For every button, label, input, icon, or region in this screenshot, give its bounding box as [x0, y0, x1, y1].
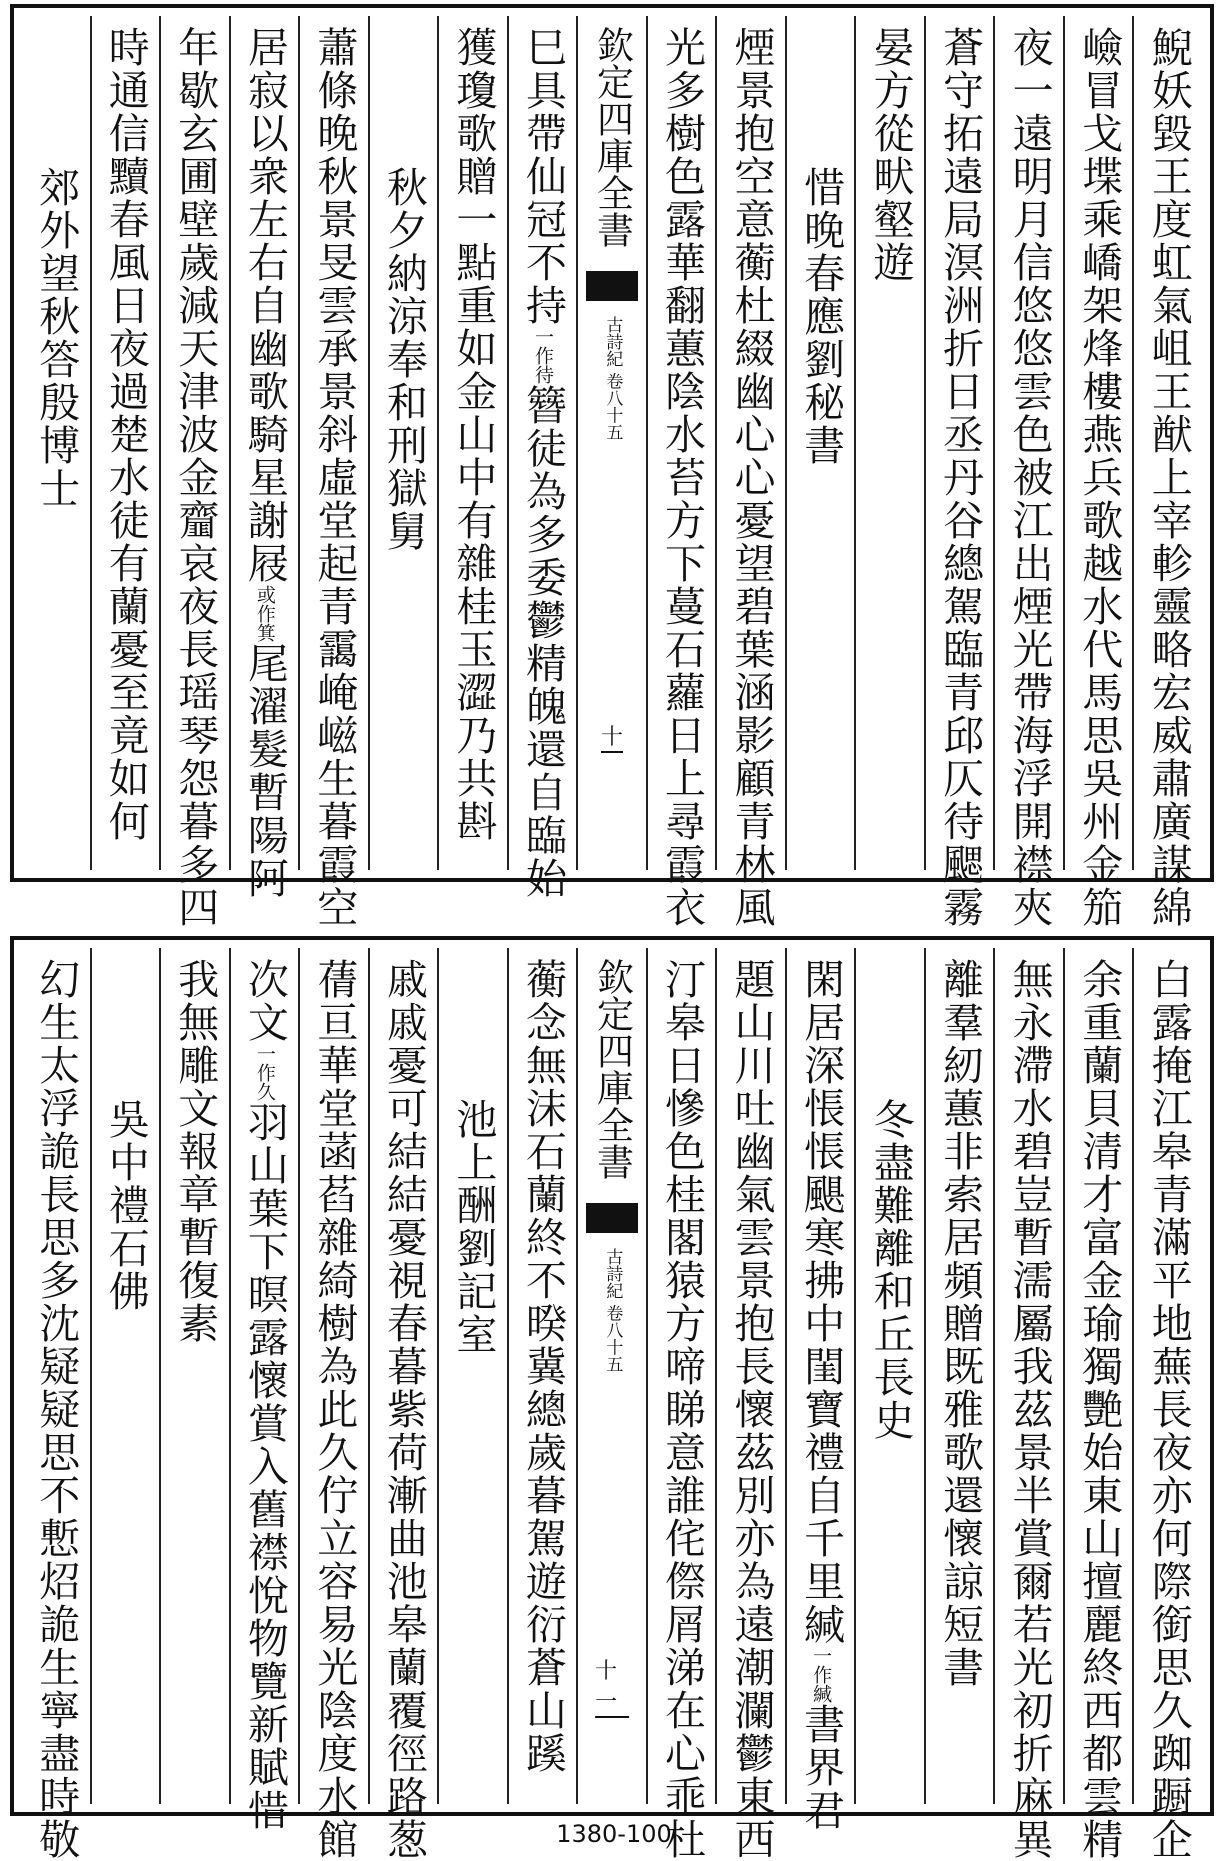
collection-title: 欽定四庫全書: [590, 26, 634, 248]
poem-text: 白露掩江皋青滿平地蕪長夜亦何際銜思久踟蹰企: [1144, 958, 1193, 1861]
text-column: [924, 16, 994, 929]
main-text: 巳具帶仙冠不持: [518, 26, 567, 327]
poem-title: 秋夕納涼奉和刑獄舅: [379, 166, 428, 553]
poem-title-column: [368, 16, 438, 870]
text-column: [507, 16, 577, 900]
poem-text: 鯢妖毀王度虹氣岨王猷上宰軫靈略宏威肅廣謀綿: [1144, 26, 1193, 929]
poem-title-column: [437, 948, 507, 1804]
poem-text: 晏方從畎壑遊: [866, 26, 915, 284]
poem-text: 蘅念無沫石蘭終不暌冀總歲暮駕遊衍蒼山蹊: [518, 958, 567, 1775]
poem-title: 郊外望秋答殷博士: [32, 166, 81, 510]
poem-text: 嶮冒戈堞乘嶠架烽樓燕兵歌越水代馬思吳州金笳: [1075, 26, 1124, 929]
main-text: 閑居深悵悵颶寒拂中閨寶禮自千里緘: [797, 958, 846, 1646]
text-column: [298, 16, 368, 929]
poem-title-column: [854, 948, 924, 1804]
text-with-annotation: [240, 958, 289, 1832]
variant-note: 一作久: [253, 1044, 276, 1101]
text-column: [854, 16, 924, 870]
text-column: [90, 16, 160, 870]
poem-text: 時通信黷春風日夜過楚水徒有蘭憂至竟如何: [101, 26, 150, 843]
poem-title: 池上酬劉記室: [449, 1098, 498, 1356]
text-column: [368, 948, 438, 1861]
columns-top: [22, 16, 1202, 929]
text-column: [646, 16, 716, 929]
folio-number: 十一: [595, 1654, 629, 1718]
main-text-continued: 尾濯髮暫陽阿: [240, 642, 289, 900]
main-text-continued: 書界君: [797, 1703, 846, 1832]
main-text-continued: 簪徒為多委鬱精魄還自臨始: [518, 384, 567, 900]
folio-number: 十: [601, 720, 623, 753]
text-column: [785, 948, 855, 1832]
text-column: [993, 948, 1063, 1861]
page-panel-top: [10, 4, 1214, 929]
text-column: [1132, 948, 1202, 1861]
text-column: [1063, 948, 1133, 1861]
text-column: [646, 948, 716, 1861]
text-column: [159, 948, 229, 1804]
text-column: [993, 16, 1063, 929]
poem-text: 題山川吐幽氣雲景抱長懷茲別亦為遠潮瀾鬱東西: [727, 958, 776, 1861]
text-column: [22, 948, 90, 1861]
text-column: [715, 948, 785, 1861]
volume-label: 古詩紀 卷八十五: [602, 316, 623, 441]
poem-text: 離羣紉蕙非索居頻贈既雅歌還懷諒短書: [936, 958, 985, 1689]
main-text: 次文: [240, 958, 289, 1044]
text-with-annotation: [518, 26, 567, 900]
poem-text: 夜一遠明月信悠悠雲色被江出煙光帶海浮開襟夾: [1005, 26, 1054, 929]
main-text: 居寂以衆左右自幽歌騎星謝屐: [240, 26, 289, 585]
poem-title: 冬盡難離和丘長史: [866, 1098, 915, 1442]
page-footer-number: 1380-100: [556, 1820, 672, 1848]
poem-text: 戚戚憂可結結憂視春暮紫荷漸曲池皋蘭覆徑路葱: [379, 958, 428, 1861]
poem-title-column: [22, 16, 90, 870]
poem-text: 獲瓊歌贈一點重如金山中有雜桂玉澀乃共斟: [449, 26, 498, 843]
variant-note: 或作箕: [253, 585, 276, 642]
main-text-continued: 羽山葉下暝露懷賞入舊襟悅物覽新賦惜: [240, 1101, 289, 1832]
center-band-column: [576, 16, 646, 870]
poem-text: 幻生太浮詭長思多沈疑疑思不慙炤詭生寧盡時敬: [32, 958, 81, 1861]
poem-text: 光多樹色露華翻蕙陰水苔方下蔓石蘿日上尋霞衣: [658, 26, 707, 929]
poem-text: 蕭條晚秋景旻雲承景斜虛堂起青靄崦嵫生暮霞空: [310, 26, 359, 929]
text-column: [437, 16, 507, 870]
poem-text: 我無雕文報章暫復素: [171, 958, 220, 1345]
variant-note: 一作緘: [810, 1646, 833, 1703]
collection-title: 欽定四庫全書: [590, 958, 634, 1180]
poem-text: 余重蘭貝清才富金瑜獨艷始東山擅麗終西都雲精: [1075, 958, 1124, 1861]
text-column: [298, 948, 368, 1861]
text-column: [1132, 16, 1202, 929]
poem-title-column: [90, 948, 160, 1804]
text-with-annotation: [797, 958, 846, 1832]
fishtail-mark: [586, 1203, 638, 1233]
text-column: [924, 948, 994, 1804]
poem-title-column: [785, 16, 855, 870]
poem-text: 汀皋日慘色桂閣猿方啼睇意誰侘傺屑涕在心乖杜: [658, 958, 707, 1861]
text-column: [159, 16, 229, 929]
poem-title: 吳中禮石佛: [101, 1098, 150, 1313]
poem-text: 蒼守拓遠局溟洲折日丞丹谷總駕臨青邱仄待颸霧: [936, 26, 985, 929]
text-column: [229, 16, 299, 900]
text-column: [229, 948, 299, 1832]
variant-note: 一作待: [531, 327, 554, 384]
poem-text: 年歇玄圃壁歲減天津波金齏哀夜長瑶琴怨暮多四: [171, 26, 220, 929]
fishtail-mark: [586, 271, 638, 301]
poem-text: 蒨亘華堂菡萏雜綺樹為此久佇立容易光陰度水館: [310, 958, 359, 1861]
volume-label: 古詩紀 卷八十五: [602, 1248, 623, 1373]
text-with-annotation: [240, 26, 289, 900]
poem-title: 惜晚春應劉秘書: [797, 166, 846, 467]
text-column: [715, 16, 785, 929]
poem-text: 煙景抱空意蘅杜綴幽心心憂望碧葉涵影顧青林風: [727, 26, 776, 929]
poem-text: 無永滯水碧豈暫濡屬我茲景半賞爾若光初折麻異: [1005, 958, 1054, 1861]
text-column: [507, 948, 577, 1804]
text-column: [1063, 16, 1133, 929]
center-band-column: [576, 948, 646, 1804]
